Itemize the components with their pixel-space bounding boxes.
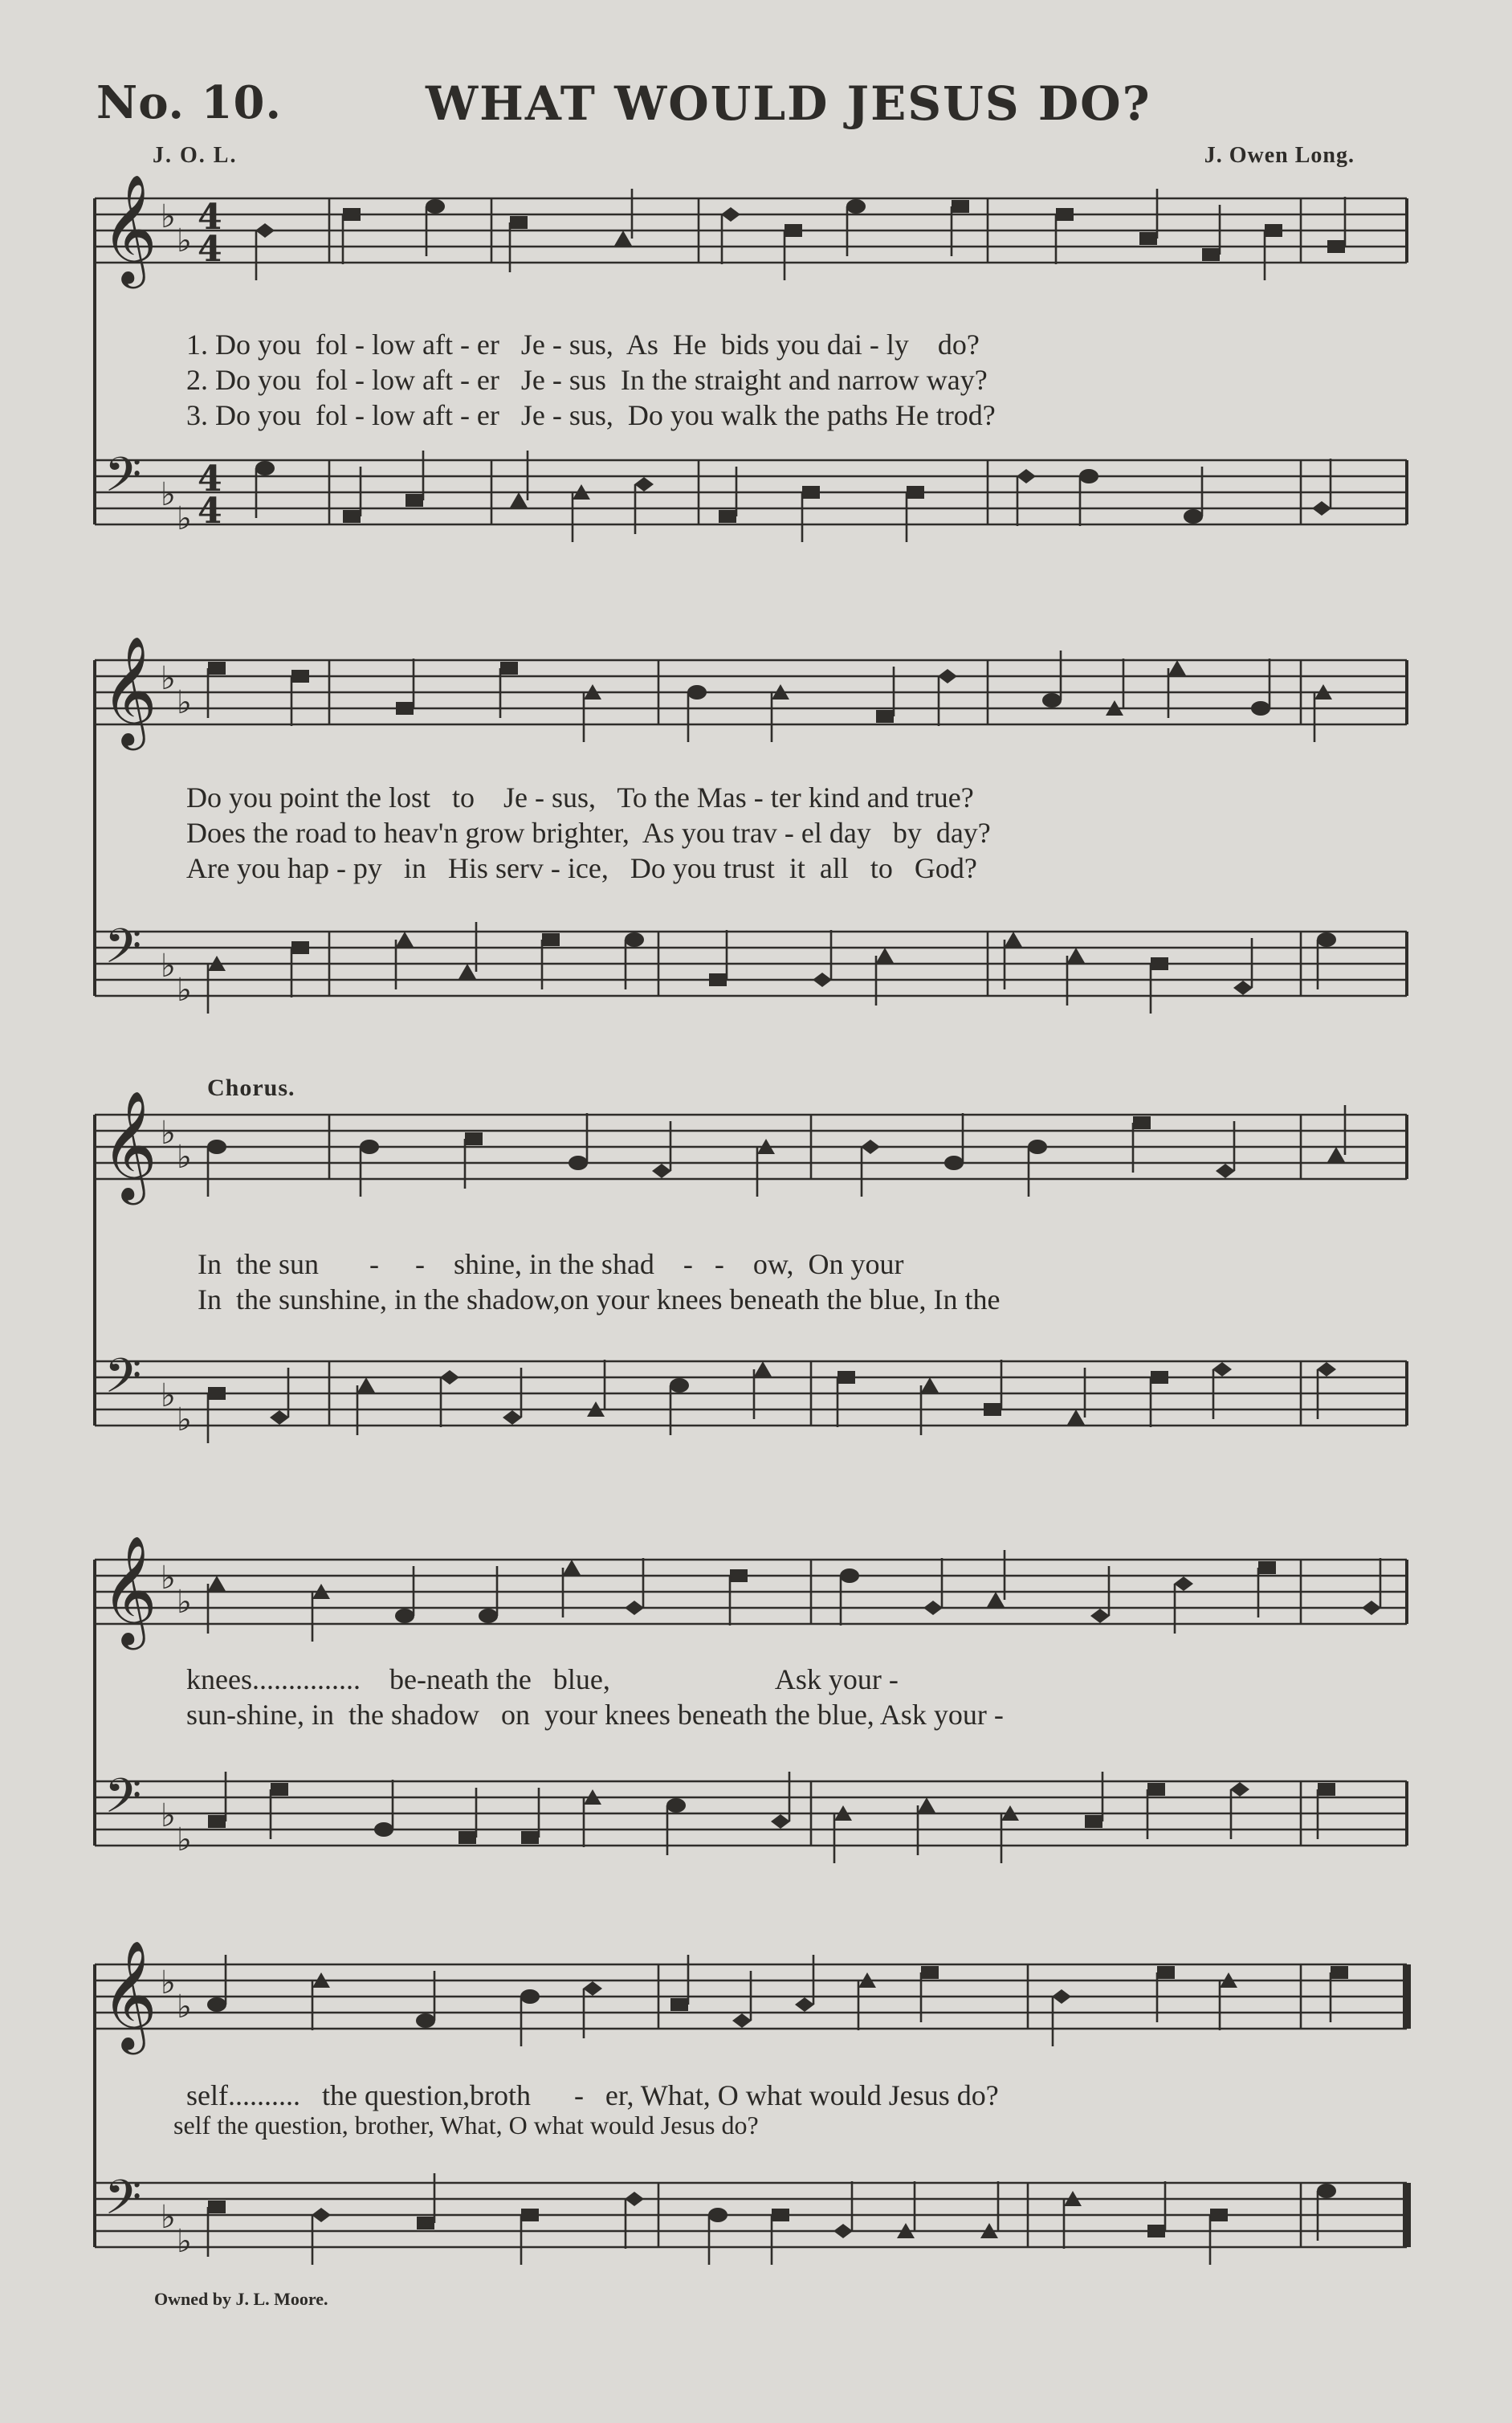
treble-clef-icon: 𝄞 [101,1534,157,1645]
diamond-note [732,2013,752,2028]
lyric-chorus-line-3: self.......... the question,broth - er, What, O what would Jesus do? [186,2079,999,2111]
flat-sign-icon: ♭ [177,222,192,259]
flat-sign-icon: ♭ [177,1139,192,1176]
flat-sign-icon: ♭ [177,500,192,537]
lyric-chorus-alt-line-1: In the sunshine, in the shadow,on your knees beneath the blue, In the [198,1283,1001,1316]
treble-clef-icon: 𝄞 [101,1939,157,2050]
flat-sign-icon: ♭ [177,1401,192,1438]
lyric-verse-1-line-1: 1. Do you fol - low aft - er Je - sus, As He bids you dai - ly do? [186,328,980,361]
square-note [772,2209,789,2221]
bass-clef-icon: 𝄢 [104,918,142,985]
hymn-number: No. 10. [96,76,282,129]
flat-sign-icon: ♭ [161,1964,176,2001]
lyric-chorus-line-2: knees............... be-neath the blue, Ask your - [186,1663,899,1695]
time-signature-numerator: 4 [198,197,222,238]
treble-clef-icon: 𝄞 [101,634,157,745]
treble-staff-lines [95,1939,1407,2054]
lyric-chorus-alt-line-3: self the question, brother, What, O what would Jesus do? [173,2111,759,2140]
bass-clef-icon: 𝄢 [104,1768,142,1835]
square-note [208,2201,226,2213]
flat-sign-icon: ♭ [161,1797,176,1834]
square-note [670,1998,688,2011]
composer-credit: J. Owen Long. [1204,143,1355,168]
flat-sign-icon: ♭ [177,972,192,1009]
lyric-chorus-alt-line-2: sun-shine, in the shadow on your knees beneath the blue, Ask your - [186,1699,1004,1731]
diamond-note [312,2208,331,2222]
treble-clef-icon: 𝄞 [101,1089,157,1200]
time-signature-denominator: 4 [198,491,222,532]
flat-sign-icon: ♭ [161,2199,176,2236]
bass-staff-lines [95,2169,1407,2265]
diamond-note [795,1997,814,2012]
oval-note [1317,2184,1336,2198]
square-note [1331,1966,1348,1979]
chorus-label: Chorus. [207,1075,295,1101]
lyric-verse-3-line-2: Are you hap - py in His serv - ice, Do you trust it all to God? [186,852,977,884]
flat-sign-icon: ♭ [161,476,176,513]
lyricist-credit: J. O. L. [153,143,238,168]
flat-sign-icon: ♭ [177,684,192,721]
lyric-verse-2-line-1: 2. Do you fol - low aft - er Je - sus In the straight and narrow way? [186,364,988,396]
lyric-verse-2-line-2: Does the road to heav'n grow brighter, As you trav - el day by day? [186,817,991,849]
flat-sign-icon: ♭ [177,1989,192,2025]
flat-sign-icon: ♭ [177,1584,192,1621]
diamond-note [1052,1989,1071,2004]
flat-sign-icon: ♭ [161,1115,176,1152]
square-note [1147,2225,1165,2237]
diamond-note [583,1981,602,1996]
copyright-footer: Owned by J. L. Moore. [154,2289,328,2309]
square-note [521,2209,539,2221]
treble-clef-icon: 𝄞 [101,173,157,283]
diamond-note [625,2192,644,2206]
oval-note [207,1997,226,2012]
oval-note [416,2013,435,2028]
flat-sign-icon: ♭ [177,1821,192,1858]
flat-sign-icon: ♭ [161,660,176,697]
flat-sign-icon: ♭ [161,198,176,235]
oval-note [708,2208,727,2222]
bass-clef-icon: 𝄢 [104,1348,142,1415]
bass-clef-icon: 𝄢 [104,2169,142,2237]
bass-clef-icon: 𝄢 [104,447,142,514]
oval-note [520,1989,540,2004]
time-signature-numerator: 4 [198,459,222,500]
time-signature-denominator: 4 [198,229,222,270]
square-note [921,1966,939,1979]
square-note [1210,2209,1228,2221]
lyric-verse-1-line-2: Do you point the lost to Je - sus, To the Mas - ter kind and true? [186,781,974,814]
lyric-verse-3-line-1: 3. Do you fol - low aft - er Je - sus, Do you walk the paths He trod? [186,399,996,431]
square-note [1157,1966,1175,1979]
flat-sign-icon: ♭ [161,1377,176,1414]
lyric-chorus-line-1: In the sun - - shine, in the shad - - ow, On your [198,1248,904,1280]
diamond-note [833,2224,853,2238]
flat-sign-icon: ♭ [177,2223,192,2260]
hymn-title: WHAT WOULD JESUS DO? [426,76,1151,131]
flat-sign-icon: ♭ [161,948,176,985]
square-note [417,2217,434,2229]
flat-sign-icon: ♭ [161,1560,176,1597]
